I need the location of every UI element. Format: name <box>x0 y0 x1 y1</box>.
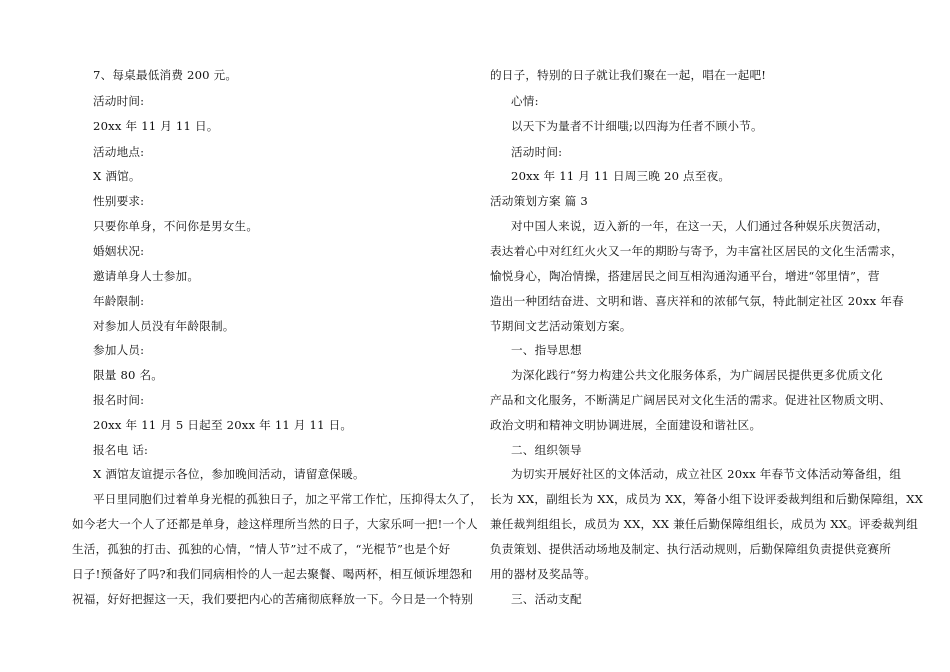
text-line: 产品和文化服务，不断满足广阔居民对文化生活的需求。促进社区物质文明、 <box>490 393 891 407</box>
text-line: 限量 80 名。 <box>93 368 164 382</box>
text-line: 日子!预备好了吗?和我们同病相怜的人一起去聚餐、喝两杯，相互倾诉埋怨和 <box>72 567 473 581</box>
text-line: 7、每桌最低消费 200 元。 <box>93 68 238 82</box>
text-line: 对参加人员没有年龄限制。 <box>93 319 235 333</box>
text-line: 平日里同胞们过着单身光棍的孤独日子，加之平常工作忙，压抑得太久了， <box>93 492 483 506</box>
text-line: 生活，孤独的打击、孤独的心情，“情人节”过不成了，“光棍节”也是个好 <box>72 542 451 556</box>
section-heading: 三、活动支配 <box>511 592 582 606</box>
text-line: 20xx 年 11 月 11 日周三晚 20 点至夜。 <box>511 169 731 183</box>
text-line: 的日子，特别的日子就让我们聚在一起，唱在一起吧! <box>490 68 767 82</box>
text-line: 节期间文艺活动策划方案。 <box>490 319 632 333</box>
text-line: 造出一种团结奋进、文明和谐、喜庆祥和的浓郁气氛，特此制定社区 20xx 年春 <box>490 294 904 308</box>
text-line: 祝福，好好把握这一天，我们要把内心的苦痛彻底释放一下。今日是一个特别 <box>72 592 473 606</box>
text-line: 活动地点: <box>93 145 145 159</box>
text-line: 对中国人来说，迈入新的一年，在这一天，人们通过各种娱乐庆贺活动， <box>511 219 889 233</box>
text-line: 政治文明和精神文明协调进展，全面建设和谐社区。 <box>490 418 762 432</box>
section-heading: 活动策划方案 篇 3 <box>490 194 588 208</box>
text-line: 邀请单身人士参加。 <box>93 269 200 283</box>
text-line: 用的器材及奖品等。 <box>490 567 597 581</box>
text-line: 活动时间: <box>511 145 563 159</box>
text-line: 愉悦身心，陶冶情操，搭建居民之间互相沟通沟通平台，增进“邻里情”，营 <box>490 269 880 283</box>
text-line: 兼任裁判组组长，成员为 XX，XX 兼任后勤保障组组长，成员为 XX。评委裁判组 <box>490 517 918 531</box>
text-line: 以天下为量者不计细嗤;以四海为任者不顾小节。 <box>511 119 763 133</box>
text-line: 只要你单身，不问你是男女生。 <box>93 219 259 233</box>
text-line: 心情: <box>511 94 539 108</box>
section-heading: 一、指导思想 <box>511 343 582 357</box>
text-line: X 酒馆。 <box>93 169 141 183</box>
text-line: 为深化践行“努力构建公共文化服务体系，为广阔居民提供更多优质文化 <box>511 368 883 382</box>
text-line: 报名电 话: <box>93 443 149 457</box>
section-heading: 二、组织领导 <box>511 443 582 457</box>
text-line: 性别要求: <box>93 194 145 208</box>
text-line: 为切实开展好社区的文体活动，成立社区 20xx 年春节文体活动筹备组，组 <box>511 467 902 481</box>
text-line: 年龄限制: <box>93 294 145 308</box>
text-line: 参加人员: <box>93 343 145 357</box>
text-line: 如今老大一个人了还都是单身，趁这样理所当然的日子，大家乐呵一把!一个人 <box>72 517 478 531</box>
text-line: 长为 XX，副组长为 XX，成员为 XX，筹备小组下设评委裁判组和后勤保障组，XX <box>490 492 924 506</box>
text-line: 20xx 年 11 月 5 日起至 20xx 年 11 月 11 日。 <box>93 418 353 432</box>
text-line: 负责策划、提供活动场地及制定、执行活动规则，后勤保障组负责提供竞赛所 <box>490 542 891 556</box>
text-line: 报名时间: <box>93 393 145 407</box>
text-line: 婚姻状况: <box>93 244 145 258</box>
text-line: 20xx 年 11 月 11 日。 <box>93 119 219 133</box>
text-line: 活动时间: <box>93 94 145 108</box>
text-line: X 酒馆友谊提示各位，参加晚间活动，请留意保暖。 <box>93 467 365 481</box>
text-line: 表达着心中对红红火火又一年的期盼与寄予，为丰富社区居民的文化生活需求， <box>490 244 903 258</box>
